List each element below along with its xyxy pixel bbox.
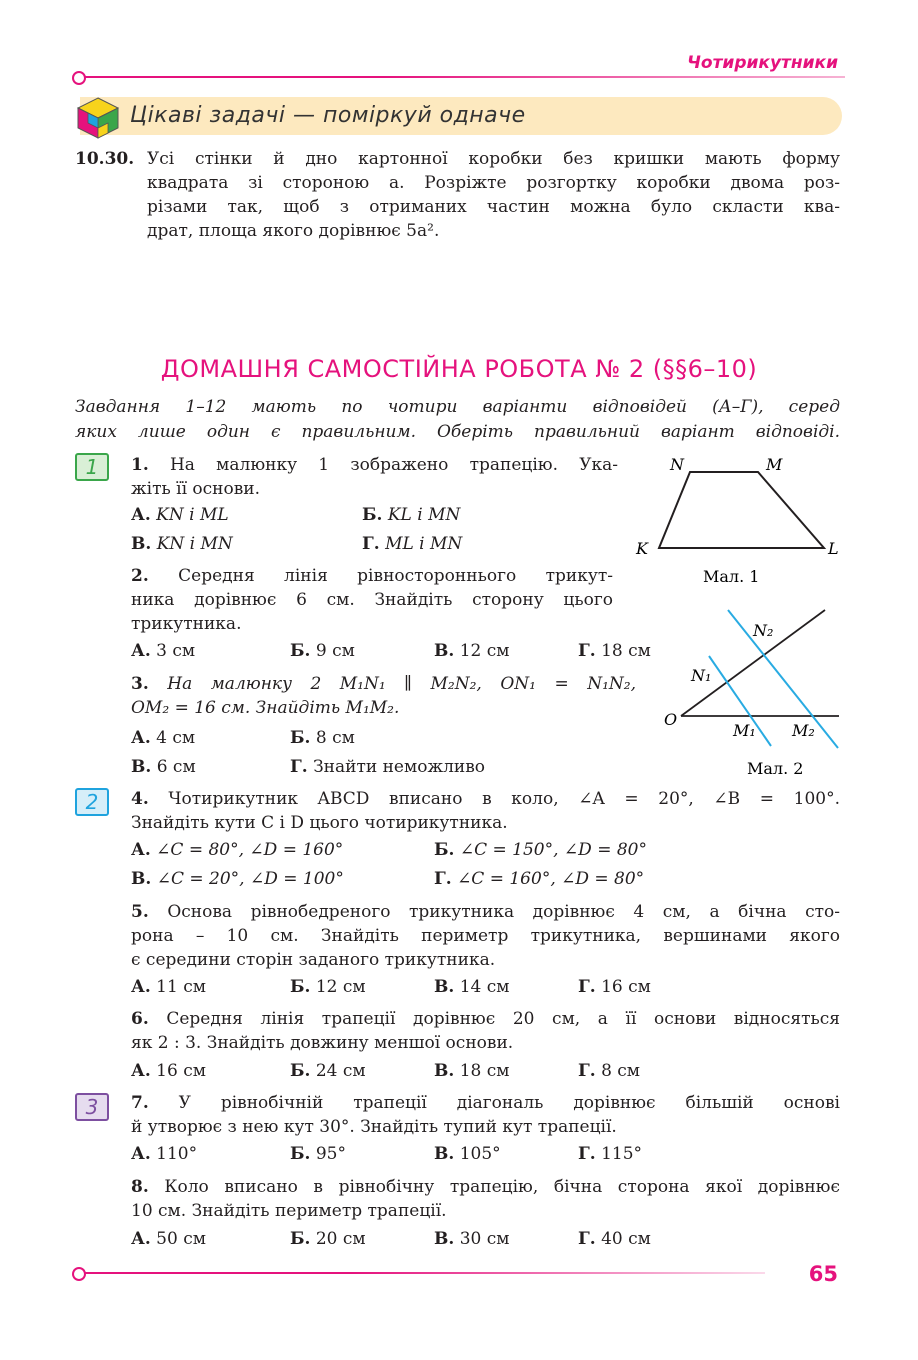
q3-option-a[interactable]: А. 4 см <box>131 728 196 748</box>
question-2 <box>131 564 613 636</box>
question-line: жіть її основи. <box>131 479 261 499</box>
label-N1: N₁ <box>691 666 712 685</box>
question-number: 2. <box>131 566 149 586</box>
question-4 <box>131 787 840 835</box>
q5-option-c[interactable]: В. 14 см <box>434 977 510 997</box>
level-badge-2: 2 <box>75 788 109 816</box>
problem-line: драт, площа якого дорівнює 5a². <box>147 221 440 241</box>
q6-option-a[interactable]: А. 16 см <box>131 1061 206 1081</box>
question-3 <box>131 672 636 720</box>
question-6 <box>131 1007 840 1055</box>
label-M2: M₂ <box>792 721 815 740</box>
vertex-label-K: K <box>636 539 648 558</box>
question-line: Коло вписано в рівнобічну трапецію, бічна сторона якої дорівнює <box>164 1177 840 1197</box>
q8-option-d[interactable]: Г. 40 см <box>578 1229 651 1249</box>
q3-option-c[interactable]: В. 6 см <box>131 757 196 777</box>
question-number: 7. <box>131 1093 149 1113</box>
q7-option-c[interactable]: В. 105° <box>434 1144 501 1164</box>
problem-line: різами так, щоб з отриманих частин можна було скласти ква- <box>147 197 840 217</box>
question-line: У рівнобічній трапеції діагональ дорівнює більшій основі <box>178 1093 840 1113</box>
q6-option-d[interactable]: Г. 8 см <box>578 1061 641 1081</box>
question-line: й утворює з нею кут 30°. Знайдіть тупий кут трапеції. <box>131 1117 617 1137</box>
top-rule <box>75 76 845 78</box>
instructions <box>75 395 840 445</box>
question-line: 10 см. Знайдіть периметр трапеції. <box>131 1201 447 1221</box>
label-M1: M₁ <box>733 721 756 740</box>
figure-2-caption: Мал. 2 <box>747 759 804 778</box>
q7-option-b[interactable]: Б. 95° <box>290 1144 346 1164</box>
label-O: O <box>664 710 678 729</box>
question-number: 6. <box>131 1009 149 1029</box>
level-badge-1: 1 <box>75 453 109 481</box>
instructions-line: Завдання 1–12 мають по чотири варіанти відповідей (А–Г), серед <box>75 397 840 417</box>
q5-option-a[interactable]: А. 11 см <box>131 977 206 997</box>
q8-option-b[interactable]: Б. 20 см <box>290 1229 366 1249</box>
q4-option-b[interactable]: Б. ∠C = 150°, ∠D = 80° <box>434 840 647 860</box>
q4-option-d[interactable]: Г. ∠C = 160°, ∠D = 80° <box>434 869 645 889</box>
instructions-line: яких лише один є правильним. Оберіть правильний варіант відповіді. <box>75 422 840 442</box>
figure-1-trapezoid <box>630 450 845 590</box>
q5-option-d[interactable]: Г. 16 см <box>578 977 651 997</box>
q7-option-a[interactable]: А. 110° <box>131 1144 198 1164</box>
question-line: OM₂ = 16 см. Знайдіть M₁M₂. <box>131 698 400 718</box>
vertex-label-M: M <box>766 455 783 474</box>
q1-option-d[interactable]: Г. ML і MN <box>362 534 463 554</box>
question-1 <box>131 453 618 501</box>
q7-option-d[interactable]: Г. 115° <box>578 1144 643 1164</box>
problem-line: Усі стінки й дно картонної коробки без кришки мають форму <box>147 149 840 169</box>
question-line: Знайдіть кути C і D цього чотирикутника. <box>131 813 508 833</box>
question-line: Основа рівнобедреного трикутника дорівнює 4 см, а бічна сто- <box>167 902 841 922</box>
page-number: 65 <box>808 1262 838 1286</box>
figure-1-caption: Мал. 1 <box>703 567 760 586</box>
question-line: Середня лінія рівностороннього трикут- <box>178 566 613 586</box>
bottom-rule-dot <box>72 1267 86 1281</box>
q4-option-a[interactable]: А. ∠C = 80°, ∠D = 160° <box>131 840 344 860</box>
question-number: 4. <box>131 789 149 809</box>
question-number: 5. <box>131 902 149 922</box>
question-number: 3. <box>131 674 149 694</box>
question-line: На малюнку 2 M₁N₁ ∥ M₂N₂, ON₁ = N₁N₂, <box>167 674 636 694</box>
problem-number: 10.30. <box>75 149 135 169</box>
question-line: як 2 : 3. Знайдіть довжину меншої основи. <box>131 1033 514 1053</box>
cube-icon <box>74 94 122 140</box>
q1-option-b[interactable]: Б. KL і MN <box>362 505 461 525</box>
level-badge-3: 3 <box>75 1093 109 1121</box>
question-line: рона – 10 см. Знайдіть периметр трикутника, вершинами якого <box>131 926 840 946</box>
problem-text <box>147 147 840 243</box>
q1-option-c[interactable]: В. KN і MN <box>131 534 233 554</box>
banner-title: Цікаві задачі — поміркуй одначе <box>130 103 526 128</box>
running-head: Чотирикутники <box>687 53 838 73</box>
q6-option-b[interactable]: Б. 24 см <box>290 1061 366 1081</box>
q4-option-c[interactable]: В. ∠C = 20°, ∠D = 100° <box>131 869 344 889</box>
q2-option-d[interactable]: Г. 18 см <box>578 641 651 661</box>
question-5 <box>131 900 840 972</box>
q8-option-c[interactable]: В. 30 см <box>434 1229 510 1249</box>
question-line: Чотирикутник ABCD вписано в коло, ∠A = 20°, ∠B = 100°. <box>168 789 841 809</box>
question-line: На малюнку 1 зображено трапецію. Ука- <box>169 455 618 475</box>
bottom-rule <box>75 1272 765 1274</box>
question-line: ника дорівнює 6 см. Знайдіть сторону цього <box>131 590 613 610</box>
q2-option-c[interactable]: В. 12 см <box>434 641 510 661</box>
top-rule-dot <box>72 71 86 85</box>
question-line: трикутника. <box>131 614 242 634</box>
question-7 <box>131 1091 840 1139</box>
q5-option-b[interactable]: Б. 12 см <box>290 977 366 997</box>
q3-option-d[interactable]: Г. Знайти неможливо <box>290 757 486 777</box>
q3-option-b[interactable]: Б. 8 см <box>290 728 355 748</box>
vertex-label-N: N <box>670 455 684 474</box>
problem-line: квадрата зі стороною a. Розріжте розгортку коробки двома роз- <box>147 173 840 193</box>
figure-2-diagram <box>655 604 845 782</box>
question-line: є середини сторін заданого трикутника. <box>131 950 496 970</box>
vertex-label-L: L <box>828 539 839 558</box>
question-number: 8. <box>131 1177 149 1197</box>
question-8 <box>131 1175 840 1223</box>
q2-option-b[interactable]: Б. 9 см <box>290 641 355 661</box>
q1-option-a[interactable]: А. KN і ML <box>131 505 229 525</box>
section-heading: ДОМАШНЯ САМОСТІЙНА РОБОТА № 2 (§§6–10) <box>160 355 758 383</box>
q2-option-a[interactable]: А. 3 см <box>131 641 196 661</box>
trapezoid-shape <box>659 472 824 548</box>
q8-option-a[interactable]: А. 50 см <box>131 1229 206 1249</box>
question-number: 1. <box>131 455 149 475</box>
question-line: Середня лінія трапеції дорівнює 20 см, а її основи відносяться <box>166 1009 840 1029</box>
q6-option-c[interactable]: В. 18 см <box>434 1061 510 1081</box>
label-N2: N₂ <box>753 621 774 640</box>
